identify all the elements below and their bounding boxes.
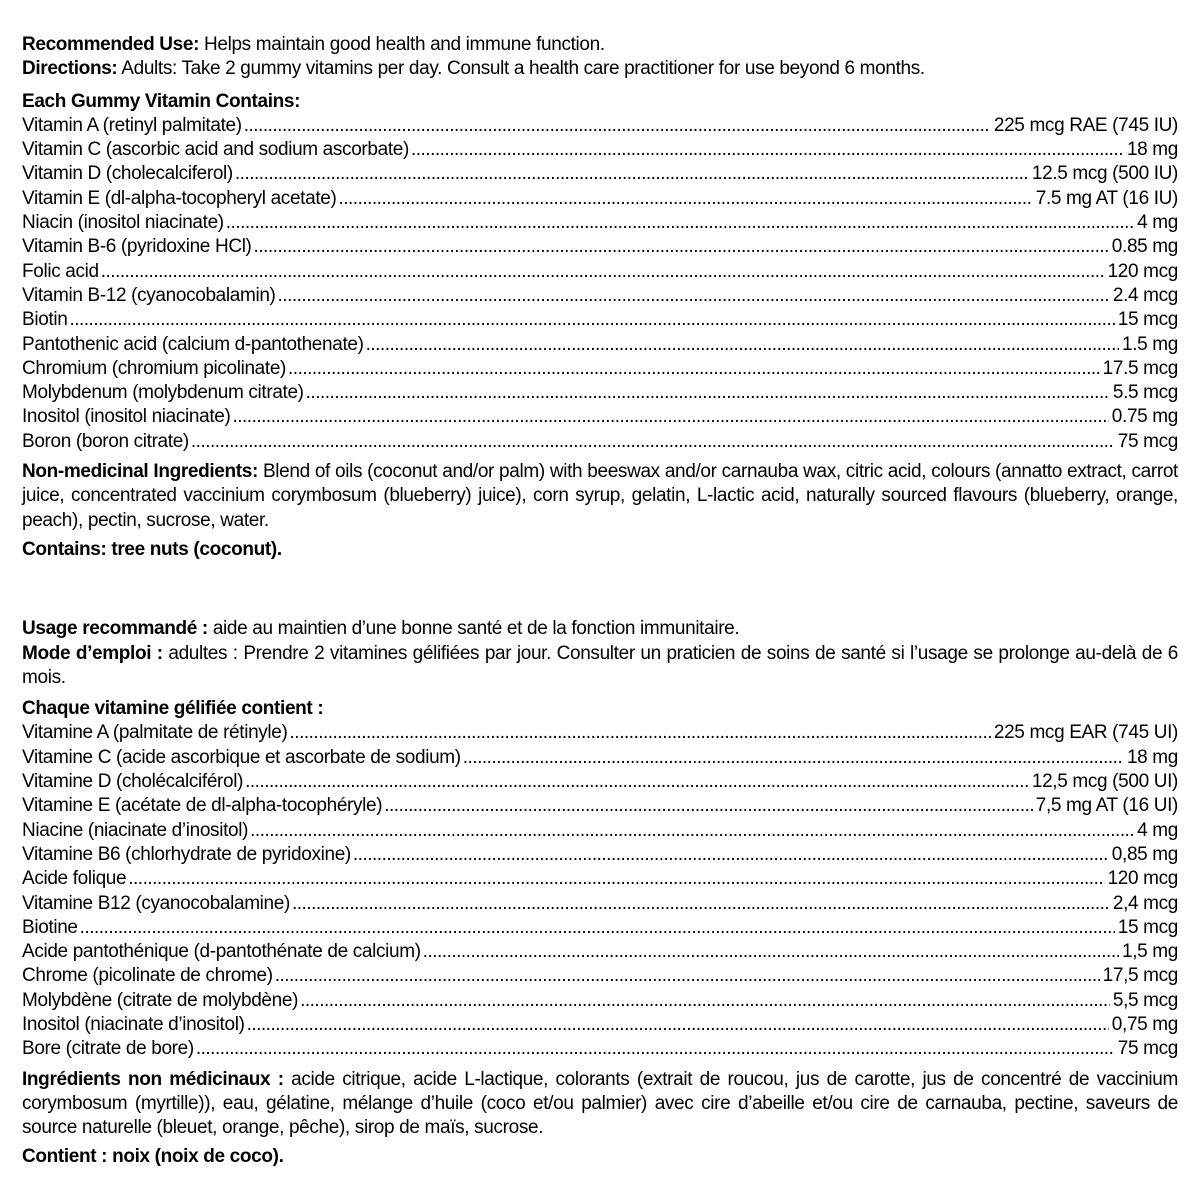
ingredient-name: Vitamin E (dl-alpha-tocopheryl acetate) xyxy=(22,187,337,209)
dotted-leader xyxy=(366,333,1119,357)
ingredient-row xyxy=(22,187,1178,211)
dotted-leader xyxy=(338,187,1032,211)
ingredient-amount: 0.75 mg xyxy=(1111,406,1178,428)
dotted-leader xyxy=(191,430,1115,454)
non-medicinal-text: Blend of oils (coconut and/or palm) with beeswax and/or carnauba wax, citric acid, colours (annatto extract, carrot juice, concentrated vaccinium corymbosum (blueberry) juice), corn syrup, gelatin, L-lactic acid, naturally sourced flavours (blueberry, orange, peach), pectin, sucrose, water. xyxy=(22,461,1178,531)
ingredients-non-medicinaux-label: Ingrédients non médicinaux : xyxy=(22,1068,284,1090)
ingredient-amount: 12,5 mcg (500 UI) xyxy=(1031,771,1178,793)
ingredient-row xyxy=(22,964,1178,988)
ingredient-amount: 5.5 mcg xyxy=(1112,382,1178,404)
dotted-leader xyxy=(278,284,1110,308)
dotted-leader xyxy=(290,721,991,745)
ingredient-list-fr xyxy=(22,721,1178,1061)
mode-emploi-label: Mode d’emploi : xyxy=(22,642,163,664)
mode-emploi-line xyxy=(22,642,1178,691)
dotted-leader xyxy=(235,162,1029,186)
recommended-use-line xyxy=(22,33,1178,57)
ingredient-amount: 2,4 mcg xyxy=(1112,892,1178,914)
ingredient-row xyxy=(22,162,1178,186)
ingredient-name: Molybdenum (molybdenum citrate) xyxy=(22,382,304,404)
ingredient-row xyxy=(22,770,1178,794)
dotted-leader xyxy=(196,1037,1115,1061)
dotted-leader xyxy=(288,357,1100,381)
allergen-text: tree nuts (coconut). xyxy=(111,538,282,560)
each-gummy-contains-header: Each Gummy Vitamin Contains: xyxy=(22,90,301,112)
ingredient-row xyxy=(22,357,1178,381)
directions-label: Directions: xyxy=(22,58,118,80)
ingredient-amount: 17,5 mcg xyxy=(1102,965,1178,987)
ingredient-name: Vitamine D (cholécalciférol) xyxy=(22,771,244,793)
ingredient-amount: 7,5 mg AT (16 UI) xyxy=(1035,795,1178,817)
usage-recommande-line xyxy=(22,617,1178,641)
ingredient-amount: 225 mcg RAE (745 IU) xyxy=(993,114,1178,136)
ingredient-row xyxy=(22,333,1178,357)
ingredient-amount: 1.5 mg xyxy=(1122,333,1178,355)
french-section xyxy=(22,617,1178,1170)
dotted-leader xyxy=(306,381,1110,405)
ingredient-name: Vitamine C (acide ascorbique et ascorbate de sodium) xyxy=(22,746,461,768)
ingredient-name: Bore (citrate de bore) xyxy=(22,1038,194,1060)
ingredient-row xyxy=(22,1013,1178,1037)
recommended-use-label: Recommended Use: xyxy=(22,34,200,55)
ingredient-row xyxy=(22,819,1178,843)
ingredient-amount: 18 mg xyxy=(1126,139,1178,161)
ingredient-amount: 17.5 mcg xyxy=(1102,357,1178,379)
non-medicinal-paragraph xyxy=(22,460,1178,533)
chaque-vitamine-header: Chaque vitamine gélifiée contient : xyxy=(22,698,324,720)
ingredient-row xyxy=(22,138,1178,162)
ingredient-amount: 5,5 mcg xyxy=(1112,989,1178,1011)
ingredient-name: Niacine (niacinate d’inositol) xyxy=(22,819,249,841)
ingredient-name: Inositol (niacinate d’inositol) xyxy=(22,1013,245,1035)
dotted-leader xyxy=(128,867,1104,891)
dotted-leader xyxy=(226,211,1134,235)
ingredient-amount: 120 mcg xyxy=(1107,260,1178,282)
dotted-leader xyxy=(245,770,1029,794)
ingredient-name: Molybdène (citrate de molybdène) xyxy=(22,989,299,1011)
ingredient-row xyxy=(22,916,1178,940)
ingredient-amount: 4 mg xyxy=(1137,212,1178,234)
dotted-leader xyxy=(292,892,1110,916)
ingredient-row xyxy=(22,843,1178,867)
non-medicinal-label: Non-medicinal Ingredients: xyxy=(22,461,258,483)
ingredient-row xyxy=(22,892,1178,916)
ingredient-name: Folic acid xyxy=(22,260,99,282)
ingredient-name: Boron (boron citrate) xyxy=(22,430,189,452)
dotted-leader xyxy=(275,964,1100,988)
contient-label: Contient : xyxy=(22,1146,108,1168)
dotted-leader xyxy=(423,940,1119,964)
ingredient-name: Vitamin D (cholecalciferol) xyxy=(22,163,233,185)
directions-text: Adults: Take 2 gummy vitamins per day. Consult a health care practitioner for use beyond 6 months. xyxy=(121,58,925,80)
ingredient-row xyxy=(22,260,1178,284)
ingredient-amount: 2.4 mcg xyxy=(1112,284,1178,306)
ingredient-row xyxy=(22,940,1178,964)
ingredient-name: Niacin (inositol niacinate) xyxy=(22,212,224,234)
ingredient-amount: 0.85 mg xyxy=(1111,236,1178,258)
ingredient-amount: 75 mcg xyxy=(1117,1038,1178,1060)
dotted-leader xyxy=(247,1013,1109,1037)
ingredient-amount: 225 mcg EAR (745 UI) xyxy=(993,722,1178,744)
dotted-leader xyxy=(244,114,991,138)
ingredient-name: Vitamin B-6 (pyridoxine HCl) xyxy=(22,236,252,258)
dotted-leader xyxy=(463,746,1124,770)
ingredient-row xyxy=(22,114,1178,138)
ingredient-amount: 18 mg xyxy=(1126,746,1178,768)
ingredient-name: Vitamine B12 (cyanocobalamine) xyxy=(22,892,290,914)
ingredient-row xyxy=(22,430,1178,454)
ingredients-non-medicinaux-paragraph xyxy=(22,1068,1178,1141)
contient-text: noix (noix de coco). xyxy=(112,1146,284,1168)
ingredient-name: Vitamine E (acétate de dl-alpha-tocophéryle) xyxy=(22,795,383,817)
dotted-leader xyxy=(353,843,1109,867)
ingredient-name: Vitamin A (retinyl palmitate) xyxy=(22,114,242,136)
dotted-leader xyxy=(250,819,1134,843)
ingredients-non-medicinaux-text: acide citrique, acide L-lactique, colorants (extrait de roucou, jus de carotte, jus de concentré de vaccinium corymbosum (myrtille)), eau, gélatine, mélange d’huile (coco et/ou palmier) avec cire d’abeille et/ou cire de carnauba, pectine, saveurs de source naturelle (bleuet, orange, pêche), sirop de maïs, sucrose. xyxy=(22,1068,1178,1139)
dotted-leader xyxy=(300,989,1110,1013)
ingredient-row xyxy=(22,381,1178,405)
ingredient-row xyxy=(22,867,1178,891)
dotted-leader xyxy=(254,235,1109,259)
ingredient-amount: 0,75 mg xyxy=(1111,1013,1178,1035)
english-section xyxy=(22,33,1178,562)
ingredient-row xyxy=(22,721,1178,745)
ingredient-name: Vitamin B-12 (cyanocobalamin) xyxy=(22,284,276,306)
ingredient-list-en xyxy=(22,114,1178,454)
recommended-use-text: Helps maintain good health and immune function. xyxy=(204,34,605,55)
ingredient-name: Biotine xyxy=(22,916,78,938)
mode-emploi-text: adultes : Prendre 2 vitamines gélifiées par jour. Consulter un praticien de soins de santé si l’usage se prolonge au-delà de 6 mois. xyxy=(22,642,1178,688)
ingredient-row xyxy=(22,284,1178,308)
ingredient-amount: 15 mcg xyxy=(1117,916,1178,938)
ingredient-name: Biotin xyxy=(22,309,68,331)
dotted-leader xyxy=(80,916,1115,940)
ingredient-name: Vitamine B6 (chlorhydrate de pyridoxine) xyxy=(22,843,351,865)
ingredient-row xyxy=(22,405,1178,429)
dotted-leader xyxy=(411,138,1124,162)
ingredient-name: Inositol (inositol niacinate) xyxy=(22,406,231,428)
ingredient-row xyxy=(22,989,1178,1013)
ingredient-row xyxy=(22,1037,1178,1061)
ingredient-amount: 75 mcg xyxy=(1117,430,1178,452)
ingredient-amount: 15 mcg xyxy=(1117,309,1178,331)
ingredient-row xyxy=(22,308,1178,332)
ingredient-name: Vitamine A (palmitate de rétinyle) xyxy=(22,722,288,744)
dotted-leader xyxy=(69,308,1114,332)
ingredient-name: Chrome (picolinate de chrome) xyxy=(22,965,273,987)
ingredient-row xyxy=(22,235,1178,259)
ingredient-row xyxy=(22,746,1178,770)
contient-line xyxy=(22,1145,1178,1169)
ingredient-name: Vitamin C (ascorbic acid and sodium ascorbate) xyxy=(22,139,409,161)
allergen-line xyxy=(22,538,1178,562)
ingredient-amount: 120 mcg xyxy=(1107,868,1178,890)
dotted-leader xyxy=(232,405,1108,429)
dotted-leader xyxy=(101,260,1105,284)
directions-line xyxy=(22,57,1178,81)
ingredient-name: Pantothenic acid (calcium d-pantothenate) xyxy=(22,333,364,355)
ingredient-row xyxy=(22,211,1178,235)
ingredient-amount: 12.5 mcg (500 IU) xyxy=(1031,163,1178,185)
allergen-label: Contains: xyxy=(22,538,107,560)
ingredient-name: Chromium (chromium picolinate) xyxy=(22,357,287,379)
ingredient-amount: 0,85 mg xyxy=(1111,843,1178,865)
ingredient-name: Acide pantothénique (d-pantothénate de calcium) xyxy=(22,941,421,963)
dotted-leader xyxy=(384,794,1033,818)
ingredient-amount: 4 mg xyxy=(1137,819,1178,841)
ingredient-row xyxy=(22,794,1178,818)
usage-recommande-text: aide au maintien d’une bonne santé et de la fonction immunitaire. xyxy=(212,618,740,640)
ingredient-amount: 1,5 mg xyxy=(1122,941,1178,963)
usage-recommande-label: Usage recommandé : xyxy=(22,618,208,640)
ingredient-name: Acide folique xyxy=(22,868,127,890)
ingredient-amount: 7.5 mg AT (16 IU) xyxy=(1035,187,1178,209)
